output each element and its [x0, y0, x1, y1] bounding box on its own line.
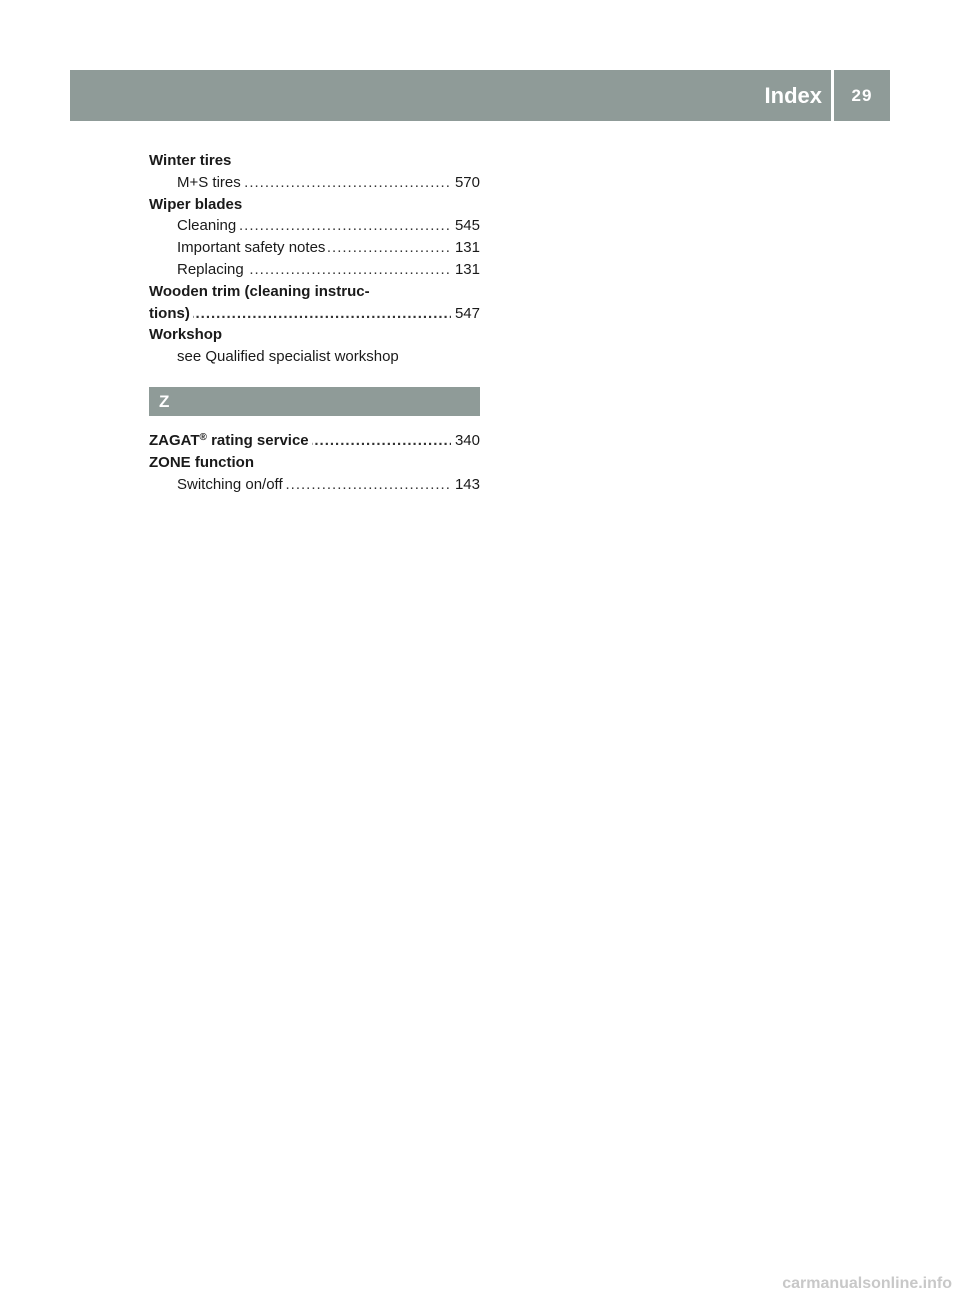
section-letter: Z — [159, 391, 170, 411]
entry-text: see Qualified specialist workshop — [177, 348, 402, 365]
index-entry — [149, 452, 480, 474]
section-letter-bar — [149, 387, 480, 416]
index-subentry — [149, 237, 480, 259]
index-subentry — [149, 346, 480, 368]
entry-text: Workshop — [149, 326, 225, 343]
index-entry — [149, 194, 480, 216]
entry-text: Important safety notes — [177, 239, 328, 256]
entry-page: 570 — [451, 172, 480, 194]
entry-text: Replacing — [177, 261, 247, 278]
entry-text: Wooden trim (cleaning instruc- — [149, 283, 373, 300]
entry-text: Winter tires — [149, 152, 234, 169]
header-section-title: Index — [764, 83, 822, 108]
index-entry — [149, 324, 480, 346]
entry-text: tions) — [149, 305, 193, 322]
zagat-name: ZAGAT — [149, 431, 200, 449]
entry-page: 340 — [451, 430, 480, 452]
entry-text — [149, 432, 312, 449]
entry-page: 143 — [451, 474, 480, 496]
index-entry — [149, 430, 480, 452]
index-subentry — [149, 215, 480, 237]
index-column — [149, 150, 480, 495]
registered-mark: ® — [199, 431, 207, 443]
entry-text: M+S tires — [177, 174, 244, 191]
index-subentry — [149, 474, 480, 496]
entry-page: 547 — [451, 303, 480, 325]
zagat-rest: rating service — [206, 431, 309, 449]
entry-text: Cleaning — [177, 217, 239, 234]
entry-text: Wiper blades — [149, 196, 245, 213]
entry-page: 545 — [451, 215, 480, 237]
header-page-number: 29 — [851, 86, 873, 105]
index-entry — [149, 303, 480, 325]
entry-page: 131 — [451, 237, 480, 259]
index-subentry — [149, 172, 480, 194]
footer-watermark: carmanualsonline.info — [782, 1275, 952, 1292]
index-entry — [149, 281, 480, 303]
index-entry — [149, 150, 480, 172]
index-subentry — [149, 259, 480, 281]
entry-text: ZONE function — [149, 454, 257, 471]
entry-text: Switching on/off — [177, 476, 286, 493]
entry-page: 131 — [451, 259, 480, 281]
